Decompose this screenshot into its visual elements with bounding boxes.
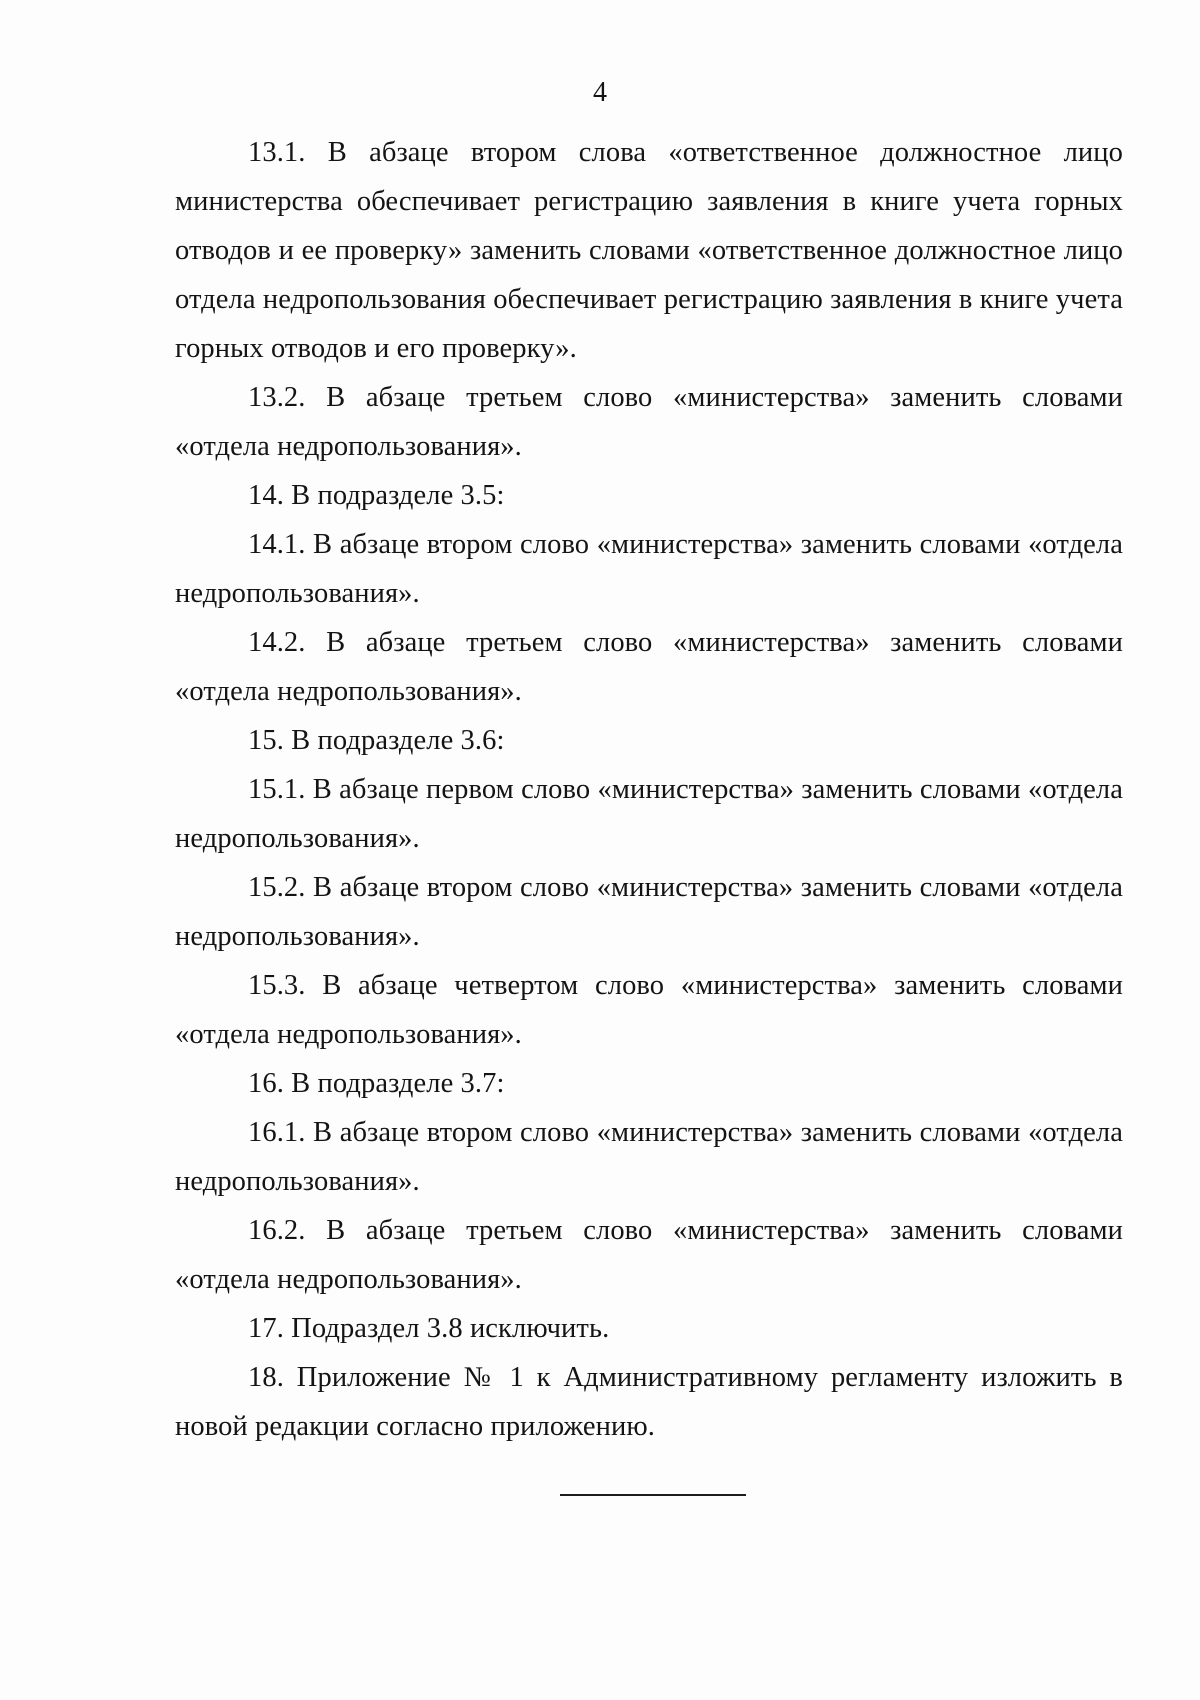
paragraph-16-1: 16.1. В абзаце втором слово «министерства» заменить словами «отдела недропользования».: [175, 1117, 1123, 1197]
paragraph-14: 14. В подразделе 3.5:: [248, 480, 505, 511]
paragraph-17: 17. Подраздел 3.8 исключить.: [248, 1313, 610, 1344]
paragraph-14-2: 14.2. В абзаце третьем слово «министерства» заменить словами «отдела недропользования».: [175, 627, 1123, 707]
document-body: [175, 128, 1123, 1451]
paragraph-15-1: 15.1. В абзаце первом слово «министерства» заменить словами «отдела недропользования».: [175, 774, 1123, 854]
closing-divider: [560, 1494, 746, 1496]
paragraph-16: 16. В подразделе 3.7:: [248, 1068, 505, 1099]
page-number: 4: [593, 77, 607, 108]
paragraph-18: 18. Приложение № 1 к Административному регламенту изложить в новой редакции согласно приложению.: [175, 1362, 1123, 1442]
paragraph-14-1: 14.1. В абзаце втором слово «министерства» заменить словами «отдела недропользования».: [175, 529, 1123, 609]
paragraph-16-2: 16.2. В абзаце третьем слово «министерства» заменить словами «отдела недропользования».: [175, 1215, 1123, 1295]
paragraph-13-2: 13.2. В абзаце третьем слово «министерства» заменить словами «отдела недропользования».: [175, 382, 1123, 462]
paragraph-15-3: 15.3. В абзаце четвертом слово «министерства» заменить словами «отдела недропользования».: [175, 970, 1123, 1050]
paragraph-15: 15. В подразделе 3.6:: [248, 725, 505, 756]
paragraph-13-1: 13.1. В абзаце втором слова «ответственное должностное лицо министерства обеспечивает регистрацию заявления в книге учета горных отводов и ее проверку» заменить словами «ответственное должностное лицо отдела недропользования обеспечивает регистрацию заявления в книге учета горных отводов и его проверку».: [175, 137, 1123, 364]
paragraph-15-2: 15.2. В абзаце втором слово «министерства» заменить словами «отдела недропользования».: [175, 872, 1123, 952]
